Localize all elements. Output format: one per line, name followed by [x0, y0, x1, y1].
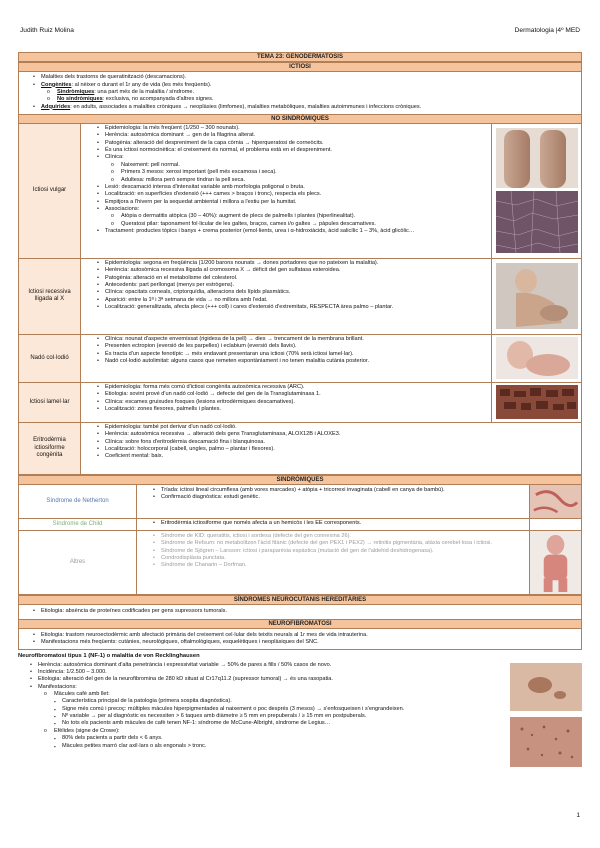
child-image — [496, 263, 578, 329]
term: Congènites — [41, 81, 72, 88]
list-item: • Síndrome de Sjögren – Larsson: ictiosi i paraparèsia espàstica (mutació del gen de l'aldehid deshidrogenasa). — [153, 548, 525, 555]
row-altres — [19, 531, 581, 595]
list-item: • Epidemiologia: forma més comú d'ictiosi congènita autosòmica recessiva (ARC). — [97, 384, 487, 391]
text: Malalties dels trastorns de queratinització (descamacions). — [41, 74, 187, 81]
row-name: Ictiosi recessiva lligada al X — [19, 259, 81, 334]
list-item: • Lesió: descamació intensa d'intensitat variable amb morfologia poligonal o bruta. — [97, 184, 487, 191]
term: Sindròmiques — [57, 88, 95, 95]
list-item: • Etiologia: trastorn neuroectodèrmic amb afectació primària del creixement cel·lular dels teixits neurals al 1r mes de vida intrauterina. — [33, 632, 575, 639]
skin-photo-lamel — [491, 383, 581, 422]
list-item: • Síndrome de Refsum: no metabolitzen l'àcid fitànic (defecte del gen PEX1 i PEX2) → retinitis pigmentària, atàxia cerebel·losa i ictiosi. — [153, 540, 525, 547]
list-item: • Síndrome de Chanarin – Dorfman. — [153, 562, 525, 569]
list-item: • Localització: holocorporal (cabell, ungles, palmo – plantar i flexores). — [97, 446, 577, 453]
list-item: • Nadó col·lodió autolimitat: alguns casos que remeten espontàniament i no tenen malaltia cutània posterior. — [97, 358, 487, 365]
list-item: • Condrodisplàsia punctata. — [153, 555, 525, 562]
ictiosi-intro — [18, 72, 582, 114]
list-item: • És tracta d'un aspecte fenotípic → més endavant presentaran una ictiosi (70% serà ictiosi lamel·lar). — [97, 351, 487, 358]
row-name: Ictiosi vulgar — [19, 124, 81, 258]
list-item: ▪ No tots els pacients amb màcules de cafè tenen NF-1: síndrome de McCune-Albright, síndrome de Legius… — [54, 720, 488, 727]
term: No sindròmiques — [57, 96, 103, 103]
list-item: • Antecedents: part perllongat (menys per estrògens). — [97, 282, 487, 289]
list-item: ▪ 80% dels pacients a partir dels < 6 anys. — [54, 735, 488, 742]
skin-photo-vulgar — [491, 124, 581, 258]
item-list — [153, 520, 525, 527]
item-list — [33, 632, 575, 647]
list-item: • Epidemiologia: també pot derivar d'un nadó col·lodió. — [97, 424, 577, 431]
freckles-image — [510, 717, 582, 767]
netherton-photo — [529, 485, 581, 518]
list-item — [33, 82, 575, 89]
list-item: • Etiologia: absència de proteïnes codificades per gens supressors tumorals. — [33, 608, 575, 615]
author: Judith Ruiz Molina — [20, 27, 74, 34]
item-list — [153, 487, 525, 502]
row-ictiosi-lamel — [19, 383, 581, 423]
cafe-au-lait-image — [510, 663, 582, 711]
row-name: Nadó col·lodió — [19, 335, 81, 382]
row-eritrodermia — [19, 423, 581, 475]
list-item: • Herència: autosòmica dominant d'alta penetrància i expressivitat variable → 50% de pares a fills / 50% casos de novo. — [30, 662, 488, 669]
list-item: • Patogènia: alteració en el metabolisme del colesterol. — [97, 275, 487, 282]
text: : una part més de la malaltia / síndrome. — [94, 88, 195, 95]
scaly-skin-image — [496, 191, 578, 253]
page-header — [20, 27, 580, 39]
row-name: Altres — [19, 531, 137, 594]
page-number: 1 — [576, 812, 580, 819]
nf1-section — [18, 653, 582, 749]
leg-skin-image — [496, 128, 578, 188]
list-item: o Primers 3 mesos: xerosi important (pell més escamosa i seca). — [111, 169, 487, 176]
list-item: • Herència: autosòmica dominant → gen de la filagrina alterat. — [97, 132, 487, 139]
list-item: • Confirmació diagnòstica: estudi genètic. — [153, 494, 525, 501]
row-child — [19, 519, 581, 531]
list-item: • Empitjora a l'hivern per la sequedat ambiental i millora a l'estiu per la humitat. — [97, 199, 487, 206]
item-list — [33, 608, 575, 615]
child-syndrome-photo — [529, 531, 581, 594]
item-list — [97, 336, 487, 365]
item-list — [97, 424, 577, 461]
list-item: o Naixement: pell normal. — [111, 162, 487, 169]
nf1-title: Neurofibromatosi tipus 1 (NF-1) o malaltia de von Recklinghausen — [18, 653, 200, 660]
item-list — [97, 125, 487, 235]
skin-photo-colodio — [491, 335, 581, 382]
row-ictiosi-x — [19, 259, 581, 335]
list-item: • Clínica: nounat d'aspecte envernissat (rigidesa de la pell) → dies → trencament de la membrana brillant. — [97, 336, 487, 343]
nf1-list — [30, 662, 488, 750]
list-item: • Eritrodèrmia ictiosiforme que només afecta a un hemicòs i les EE corresponents. — [153, 520, 525, 527]
list-item: • Incidència: 1/2.500 – 3.000. — [30, 669, 488, 676]
list-item — [33, 74, 575, 81]
item-list — [97, 384, 487, 413]
skin-photo-x — [491, 259, 581, 334]
list-item: • Etiologia: sovint prové d'un nadó col·lodió → defecte del gen de la Transglutaminasa 1. — [97, 391, 487, 398]
text: : al nèixer o durant el 1r any de vida (les més freqüents). — [71, 81, 212, 88]
item-list — [97, 260, 487, 311]
list-item — [47, 96, 575, 103]
list-item: • Tríada: ictiosi lineal circumflexa (amb vores marcades) + atòpia + tricorrexi invaginata (cabell en canya de bambú). — [153, 487, 525, 494]
list-item: • Clínica: opacitats corneals, criptorquídia, alteracions dels lípids plasmàtics. — [97, 289, 487, 296]
row-name: Síndrome de Child — [19, 519, 137, 530]
lamellar-skin-image — [496, 385, 578, 419]
item-list — [153, 533, 525, 570]
list-item: • Localització: generalitzada, afecta plecs (+++ coll) i cares d'extensió d'extremitats, RESPECTA àrea palmo – plantar. — [97, 304, 487, 311]
section-title-ictiosi: ICTIOSI — [18, 62, 582, 72]
list-item: • Localització: zones flexores, palmells i plantes. — [97, 406, 487, 413]
row-netherton — [19, 485, 581, 519]
text: : en adults, associades a malalties cròniques → neoplàsies (limfomes), malalties metabòliques, malalties autoimmunes i infeccions cròniques. — [70, 103, 422, 110]
row-name: Eritrodèrmia ictiosiforme congènita — [19, 423, 81, 474]
list-item: • Associacions: — [97, 206, 487, 213]
row-nado-colodio — [19, 335, 581, 383]
course-label: Dermatologia |4º MED — [514, 27, 580, 34]
row-name: Síndrome de Netherton — [19, 485, 137, 518]
list-item: ▪ Característica principal de la patologia (primera sospita diagnòstica). — [54, 698, 488, 705]
list-item: ▪ Màcules petites marró clar axil·lars o als engonals > tronc. — [54, 743, 488, 750]
row-ictiosi-vulgar — [19, 124, 581, 259]
netherton-skin-image — [530, 485, 581, 518]
intro-list — [33, 74, 575, 111]
list-item: • Manifestacions: — [30, 684, 488, 691]
list-item: ▪ Nº variable → per al diagnòstic es necessiten > 6 taques amb diàmetre ≥ 5 mm en prepuberals / ≥ 15 mm en postpuberals. — [54, 713, 488, 720]
list-item: • És una ictiosi normocinètica: el creixement és normal, el problema està en el despreniment. — [97, 147, 487, 154]
neurofibromatosi-body — [18, 629, 582, 650]
row-name: Ictiosi lamel·lar — [19, 383, 81, 422]
section-title-no-sindromiques: NO SINDRÒMIQUES — [18, 114, 582, 124]
term: Adquirides — [41, 103, 71, 110]
list-item: • Etiologia: alteració del gen de la neurofibromina de 280 kD situat al Cr17q11.2 (supressor tumoral) → és una rasopatia. — [30, 676, 488, 683]
list-item: • Presenten ectropion (eversió de les parpelles) i eclabium (eversió dels llavis). — [97, 343, 487, 350]
section-title-sindromiques: SINDRÒMIQUES — [18, 475, 582, 485]
list-item: • Clínica: — [97, 154, 487, 161]
infant-image — [530, 531, 581, 594]
list-item: o Atòpia o dermatitis atòpica (30 – 40%): augment de plecs de palmells i plantes (hiperlinealitat). — [111, 213, 487, 220]
document-body — [18, 52, 582, 750]
section-title-neurofibromatosi: NEUROFIBROMATOSI — [18, 619, 582, 629]
main-title: TEMA 23: GENODERMATOSIS — [18, 52, 582, 62]
list-item: • Síndrome de KID: queratitis, ictiosi i sordesa (defecte del gen connexina 26). — [153, 533, 525, 540]
list-item: o Màcules cafè amb llet: — [44, 691, 488, 698]
list-item: • Localització: en superfícies d'extensió (+++ cames > braços i tronc), respecta els plecs. — [97, 191, 487, 198]
list-item: • Epidemiologia: la més freqüent (1/250 – 300 nounats). — [97, 125, 487, 132]
list-item — [47, 89, 575, 96]
list-item: • Aparició: entre la 1ª i 3ª setmana de vida → no millora amb l'edat. — [97, 297, 487, 304]
list-item: o Queratosi pilar: taponament fol·licular de les galtes, braços, cames i/o galtes → pàpules descamatives. — [111, 221, 487, 228]
newborn-image — [496, 337, 578, 379]
list-item: o Efèlides (signe de Crowe): — [44, 728, 488, 735]
sindromiques-table — [18, 485, 582, 595]
list-item: • Herència: autosòmica recessiva → alteració dels gens Transglutaminasa, ALOX12B i ALOXE3. — [97, 431, 577, 438]
list-item — [33, 104, 575, 111]
list-item: • Clínica: sobre fons d'eritrodèrmia descamació fina i blanquinosa. — [97, 439, 577, 446]
list-item: • Patogènia: alteració del despreniment de la capa còrnia → hiperqueratosi de corneòcits. — [97, 140, 487, 147]
list-item: o Adultesa: millora però sempre tindran la pell seca. — [111, 177, 487, 184]
list-item: • Epidemiologia: segona en freqüència (1/200 barons nounats → dones portadores que no pateixen la malaltia). — [97, 260, 487, 267]
no-sindromiques-table — [18, 124, 582, 475]
text: : exclusiva, no acompanyada d'altres signes. — [102, 96, 214, 103]
list-item: ▪ Signe més comú i precoç: múltiples màcules hiperpigmentades al naixement o poc després (3 mesos) → s'enfosqueixen i s'engrandeixen. — [54, 706, 488, 713]
list-item: • Tractament: productes tòpics i banys + crema posterior (emol·lients, urea i α-hidroxiàcids, àcid salicílic 1 – 3%, àcid glicòlic… — [97, 228, 487, 235]
child-photo-cell — [529, 519, 581, 530]
list-item: • Herència: autosòmica recessiva lligada al cromosoma X → dèficit del gen sulfatasa esteroidea. — [97, 267, 487, 274]
list-item: • Manifestacions més freqüents: cutànies, neurològiques, oftalmològiques, esquelètiques i neoplàsiques del SNC. — [33, 639, 575, 646]
neurocutanis-body — [18, 605, 582, 620]
section-title-neurocutanis: SÍNDROMES NEUROCUTANIS HEREDITÀRIES — [18, 595, 582, 605]
list-item: • Clínica: escames gruixudes fosques (lesions eritrodèrmiques descamatives). — [97, 399, 487, 406]
list-item: • Coeficient mental: baix. — [97, 453, 577, 460]
